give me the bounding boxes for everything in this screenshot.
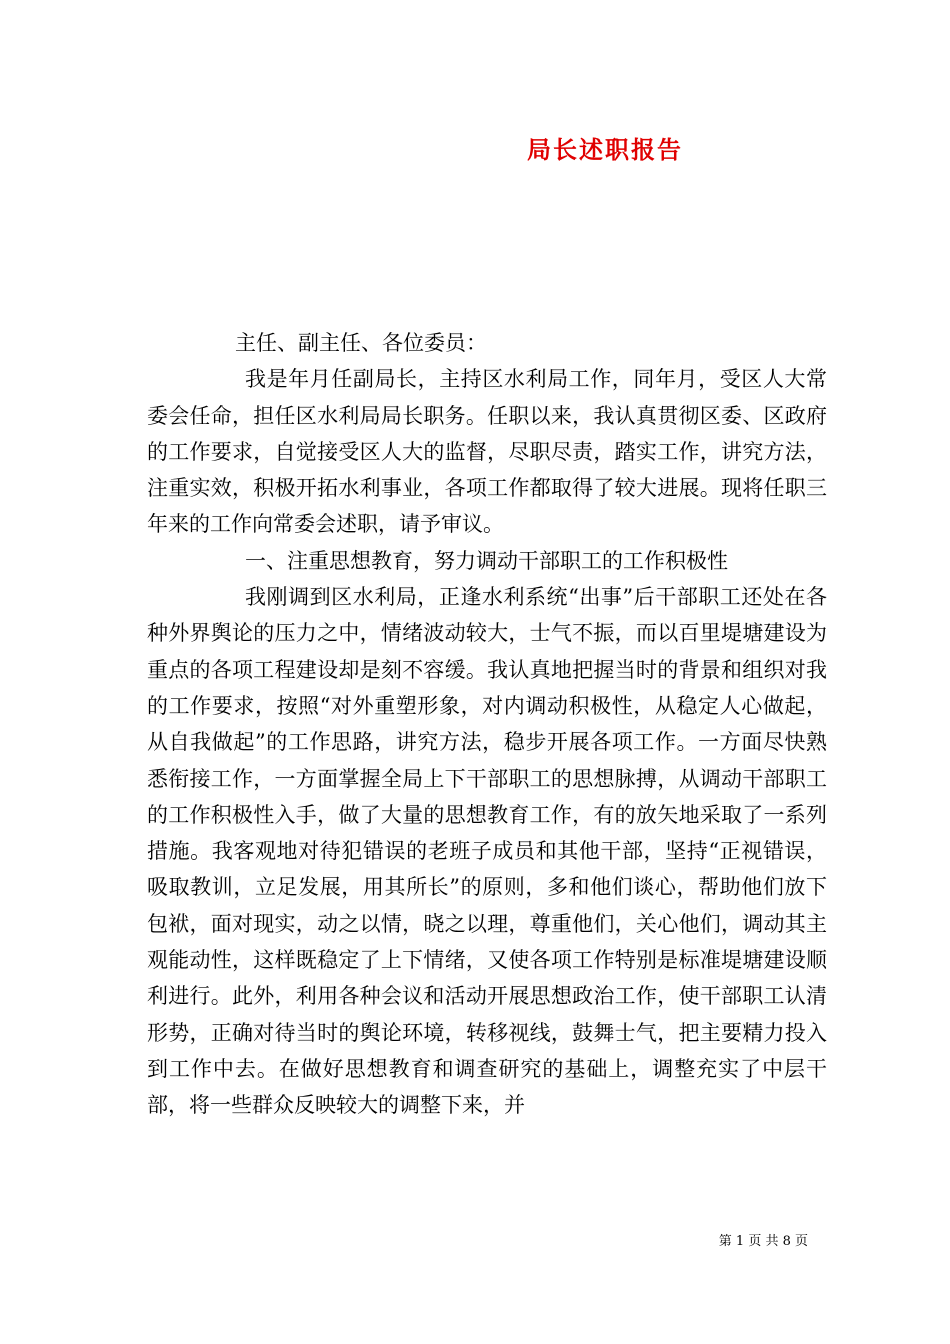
page-number: 第 1 页 共 8 页: [718, 1234, 808, 1249]
document-title: 局长述职报告: [527, 135, 683, 164]
title-area: [0, 0, 950, 200]
document-body: [147, 325, 827, 1124]
section-heading-1: 一、注重思想教育，努力调动干部职工的工作积极性: [245, 548, 728, 573]
paragraph-section-1: 我刚调到区水利局，正逢水利系统“出事”后干部职工还处在各种外界舆论的压力之中，情绪波动较大，士气不振，而以百里堤塘建设为重点的各项工程建设却是刻不容缓。我认真地把握当时的背景和组织对我的工作要求，按照“对外重塑形象，对内调动积极性，从稳定人心做起，从自我做起”的工作思路，讲究方法，稳步开展各项工作。一方面尽快熟悉衔接工作，一方面掌握全局上下干部职工的思想脉搏，从调动干部职工的工作积极性入手，做了大量的思想教育工作，有的放矢地采取了一系列措施。我客观地对待犯错误的老班子成员和其他干部，坚持“正视错误，吸取教训，立足发展，用其所长”的原则，多和他们谈心，帮助他们放下包袱，面对现实，动之以情，晓之以理，尊重他们，关心他们，调动其主观能动性，这样既稳定了上下情绪，又使各项工作特别是标准堤塘建设顺利进行。此外，利用各种会议和活动开展思想政治工作，使干部职工认清形势，正确对待当时的舆论环境，转移视线，鼓舞士气，把主要精力投入到工作中去。在做好思想教育和调查研究的基础上，调整充实了中层干部，将一些群众反映较大的调整下来，并: [147, 585, 827, 1118]
paragraph-intro: 我是年月任副局长，主持区水利局工作，同年月，受区人大常委会任命，担任区水利局局长职务。任职以来，我认真贯彻区委、区政府的工作要求，自觉接受区人大的监督，尽职尽责，踏实工作，讲究方法，注重实效，积极开拓水利事业，各项工作都取得了较大进展。现将任职三年来的工作向常委会述职，请予审议。: [147, 367, 827, 537]
salutation: 主任、副主任、各位委员：: [235, 331, 487, 355]
page-footer: [0, 1232, 950, 1252]
